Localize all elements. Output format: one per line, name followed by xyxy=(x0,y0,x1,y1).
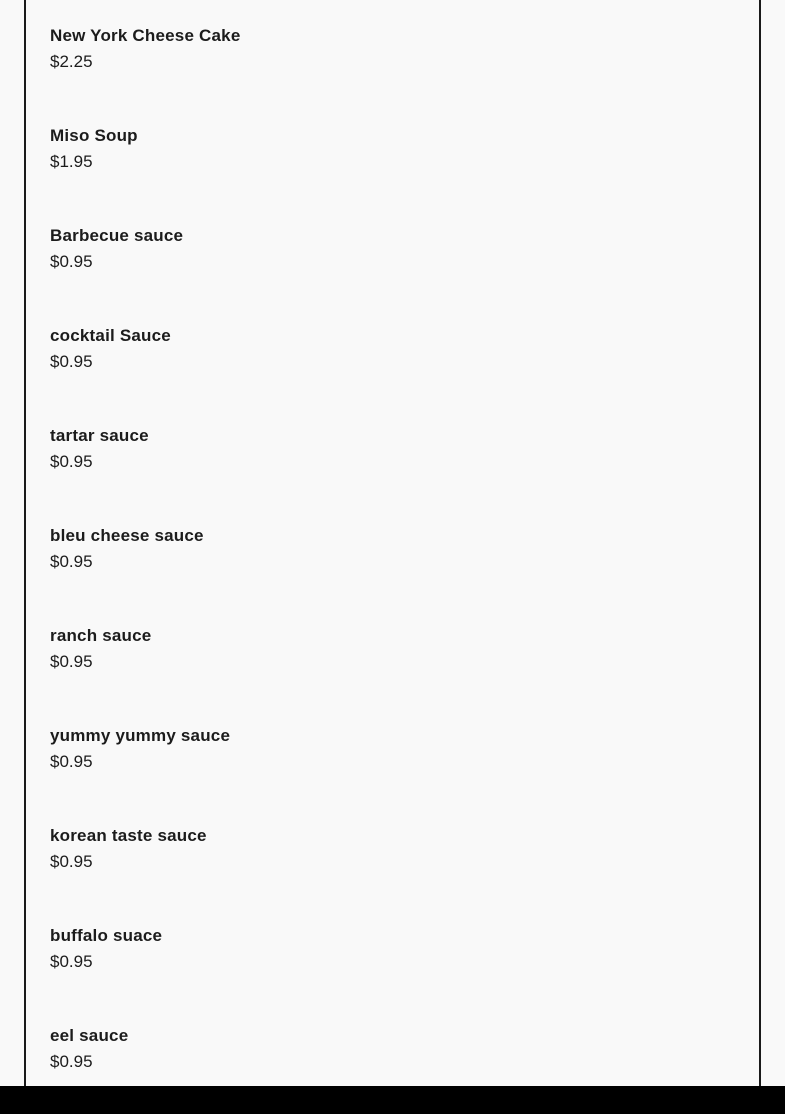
item-price: $0.95 xyxy=(50,652,93,671)
menu-panel xyxy=(24,0,761,1088)
item-name: tartar sauce xyxy=(50,426,149,445)
menu-list xyxy=(50,26,240,1114)
item-name: Miso Soup xyxy=(50,126,138,145)
menu-item[interactable] xyxy=(50,126,240,226)
item-price: $0.95 xyxy=(50,452,93,471)
menu-item[interactable] xyxy=(50,226,240,326)
item-name: eel sauce xyxy=(50,1026,129,1045)
item-price: $1.95 xyxy=(50,152,93,171)
item-name: yummy yummy sauce xyxy=(50,726,231,745)
item-price: $0.95 xyxy=(50,952,93,971)
menu-item[interactable] xyxy=(50,526,240,626)
item-price: $0.95 xyxy=(50,352,93,371)
item-name: New York Cheese Cake xyxy=(50,26,241,45)
menu-item[interactable] xyxy=(50,326,240,426)
item-name: ranch sauce xyxy=(50,626,152,645)
menu-item[interactable] xyxy=(50,426,240,526)
item-name: cocktail Sauce xyxy=(50,326,171,345)
menu-item[interactable] xyxy=(50,926,240,1026)
bottom-bar xyxy=(0,1086,785,1114)
menu-item[interactable] xyxy=(50,26,240,126)
item-price: $0.95 xyxy=(50,552,93,571)
menu-item[interactable] xyxy=(50,626,240,726)
item-price: $0.95 xyxy=(50,1052,93,1071)
item-price: $0.95 xyxy=(50,752,93,771)
item-price: $0.95 xyxy=(50,252,93,271)
menu-item[interactable] xyxy=(50,826,240,926)
item-price: $2.25 xyxy=(50,52,93,71)
item-price: $0.95 xyxy=(50,852,93,871)
item-name: bleu cheese sauce xyxy=(50,526,204,545)
item-name: buffalo suace xyxy=(50,926,163,945)
item-name: Barbecue sauce xyxy=(50,226,184,245)
menu-item[interactable] xyxy=(50,726,240,826)
item-name: korean taste sauce xyxy=(50,826,207,845)
